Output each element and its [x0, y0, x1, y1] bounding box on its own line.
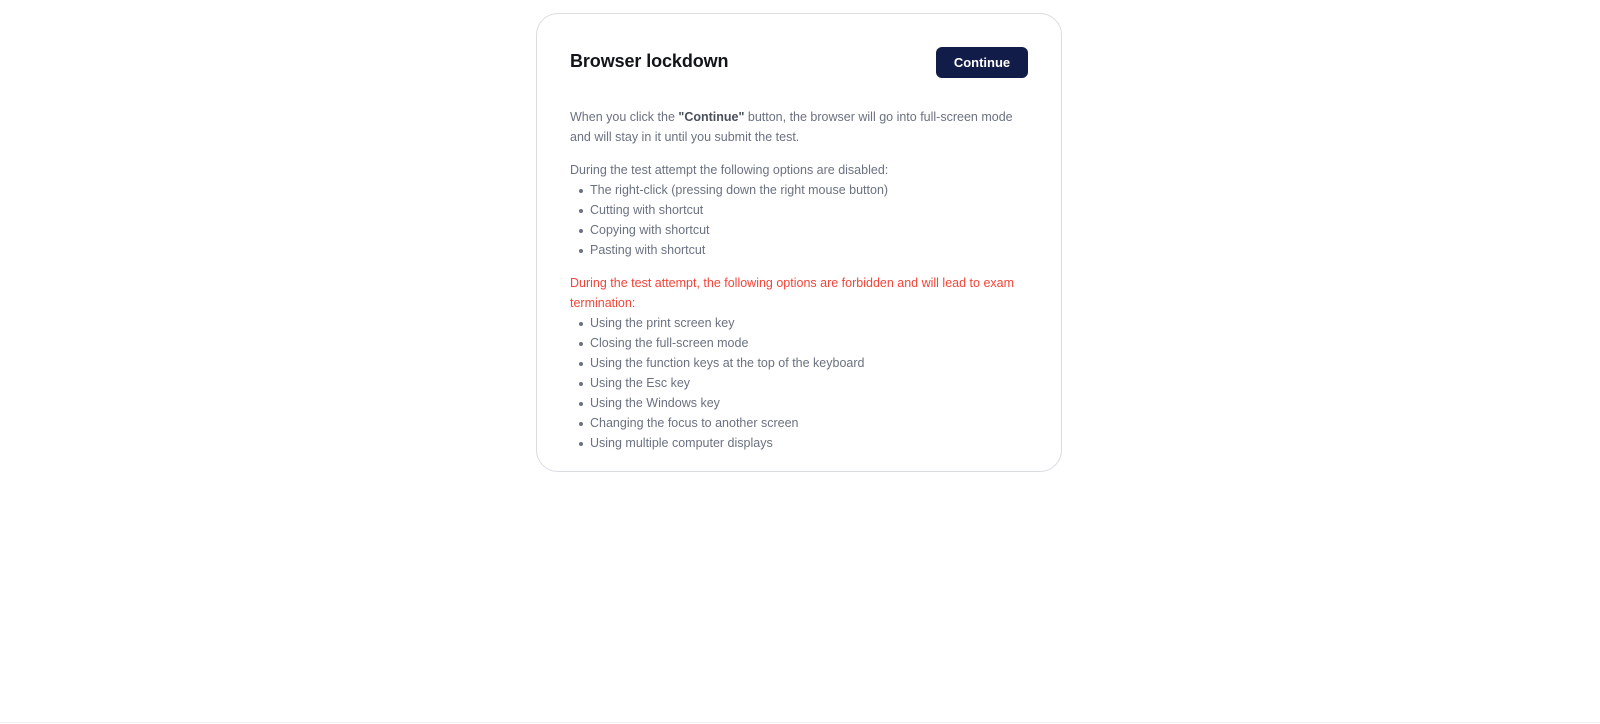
forbidden-option: [590, 333, 1028, 353]
continue-button[interactable]: Continue: [936, 47, 1028, 78]
disabled-option: [590, 200, 1028, 220]
dialog-header: [570, 14, 1028, 104]
forbidden-option-label: Changing the focus to another screen: [590, 416, 799, 430]
bullet-icon: [579, 322, 583, 326]
bullet-icon: [579, 342, 583, 346]
disabled-option: [590, 180, 1028, 200]
disabled-option-label: Pasting with shortcut: [590, 243, 706, 257]
bullet-icon: [579, 189, 583, 193]
intro-text-emphasis: "Continue": [678, 110, 745, 124]
forbidden-option-label: Using the Windows key: [590, 396, 720, 410]
intro-text-before: When you click the: [570, 110, 679, 124]
forbidden-option: [590, 313, 1028, 333]
intro-text: [570, 107, 1028, 147]
disabled-option-label: Cutting with shortcut: [590, 203, 704, 217]
bullet-icon: [579, 402, 583, 406]
forbidden-option-label: Using the function keys at the top of the keyboard: [590, 356, 865, 370]
page-bottom-divider: [0, 722, 1600, 723]
forbidden-option: [590, 393, 1028, 413]
forbidden-option: [590, 433, 1028, 453]
forbidden-option: [590, 413, 1028, 433]
forbidden-option-label: Closing the full-screen mode: [590, 336, 749, 350]
forbidden-option: [590, 353, 1028, 373]
disabled-option: [590, 220, 1028, 240]
forbidden-option-label: Using multiple computer displays: [590, 436, 773, 450]
disabled-option-label: Copying with shortcut: [590, 223, 710, 237]
disabled-options-list: [570, 180, 1028, 260]
bullet-icon: [579, 209, 583, 213]
disabled-option-label: The right-click (pressing down the right mouse button): [590, 183, 889, 197]
intro-text-after: button, the browser will go into full-screen mode and will stay in it until you submit the test.: [570, 110, 1013, 144]
bullet-icon: [579, 382, 583, 386]
bullet-icon: [579, 249, 583, 253]
forbidden-option: [590, 373, 1028, 393]
bullet-icon: [579, 422, 583, 426]
dialog-title: Browser lockdown: [570, 51, 729, 71]
forbidden-option-label: Using the print screen key: [590, 316, 735, 330]
forbidden-options-heading: During the test attempt, the following options are forbidden and will lead to exam termination:: [570, 276, 1015, 310]
browser-lockdown-dialog: [536, 13, 1062, 472]
disabled-option: [590, 240, 1028, 260]
forbidden-options-list: [570, 313, 1028, 453]
bullet-icon: [579, 362, 583, 366]
disabled-options-heading: During the test attempt the following options are disabled:: [570, 163, 889, 177]
bullet-icon: [579, 229, 583, 233]
bullet-icon: [579, 442, 583, 446]
forbidden-option-label: Using the Esc key: [590, 376, 691, 390]
